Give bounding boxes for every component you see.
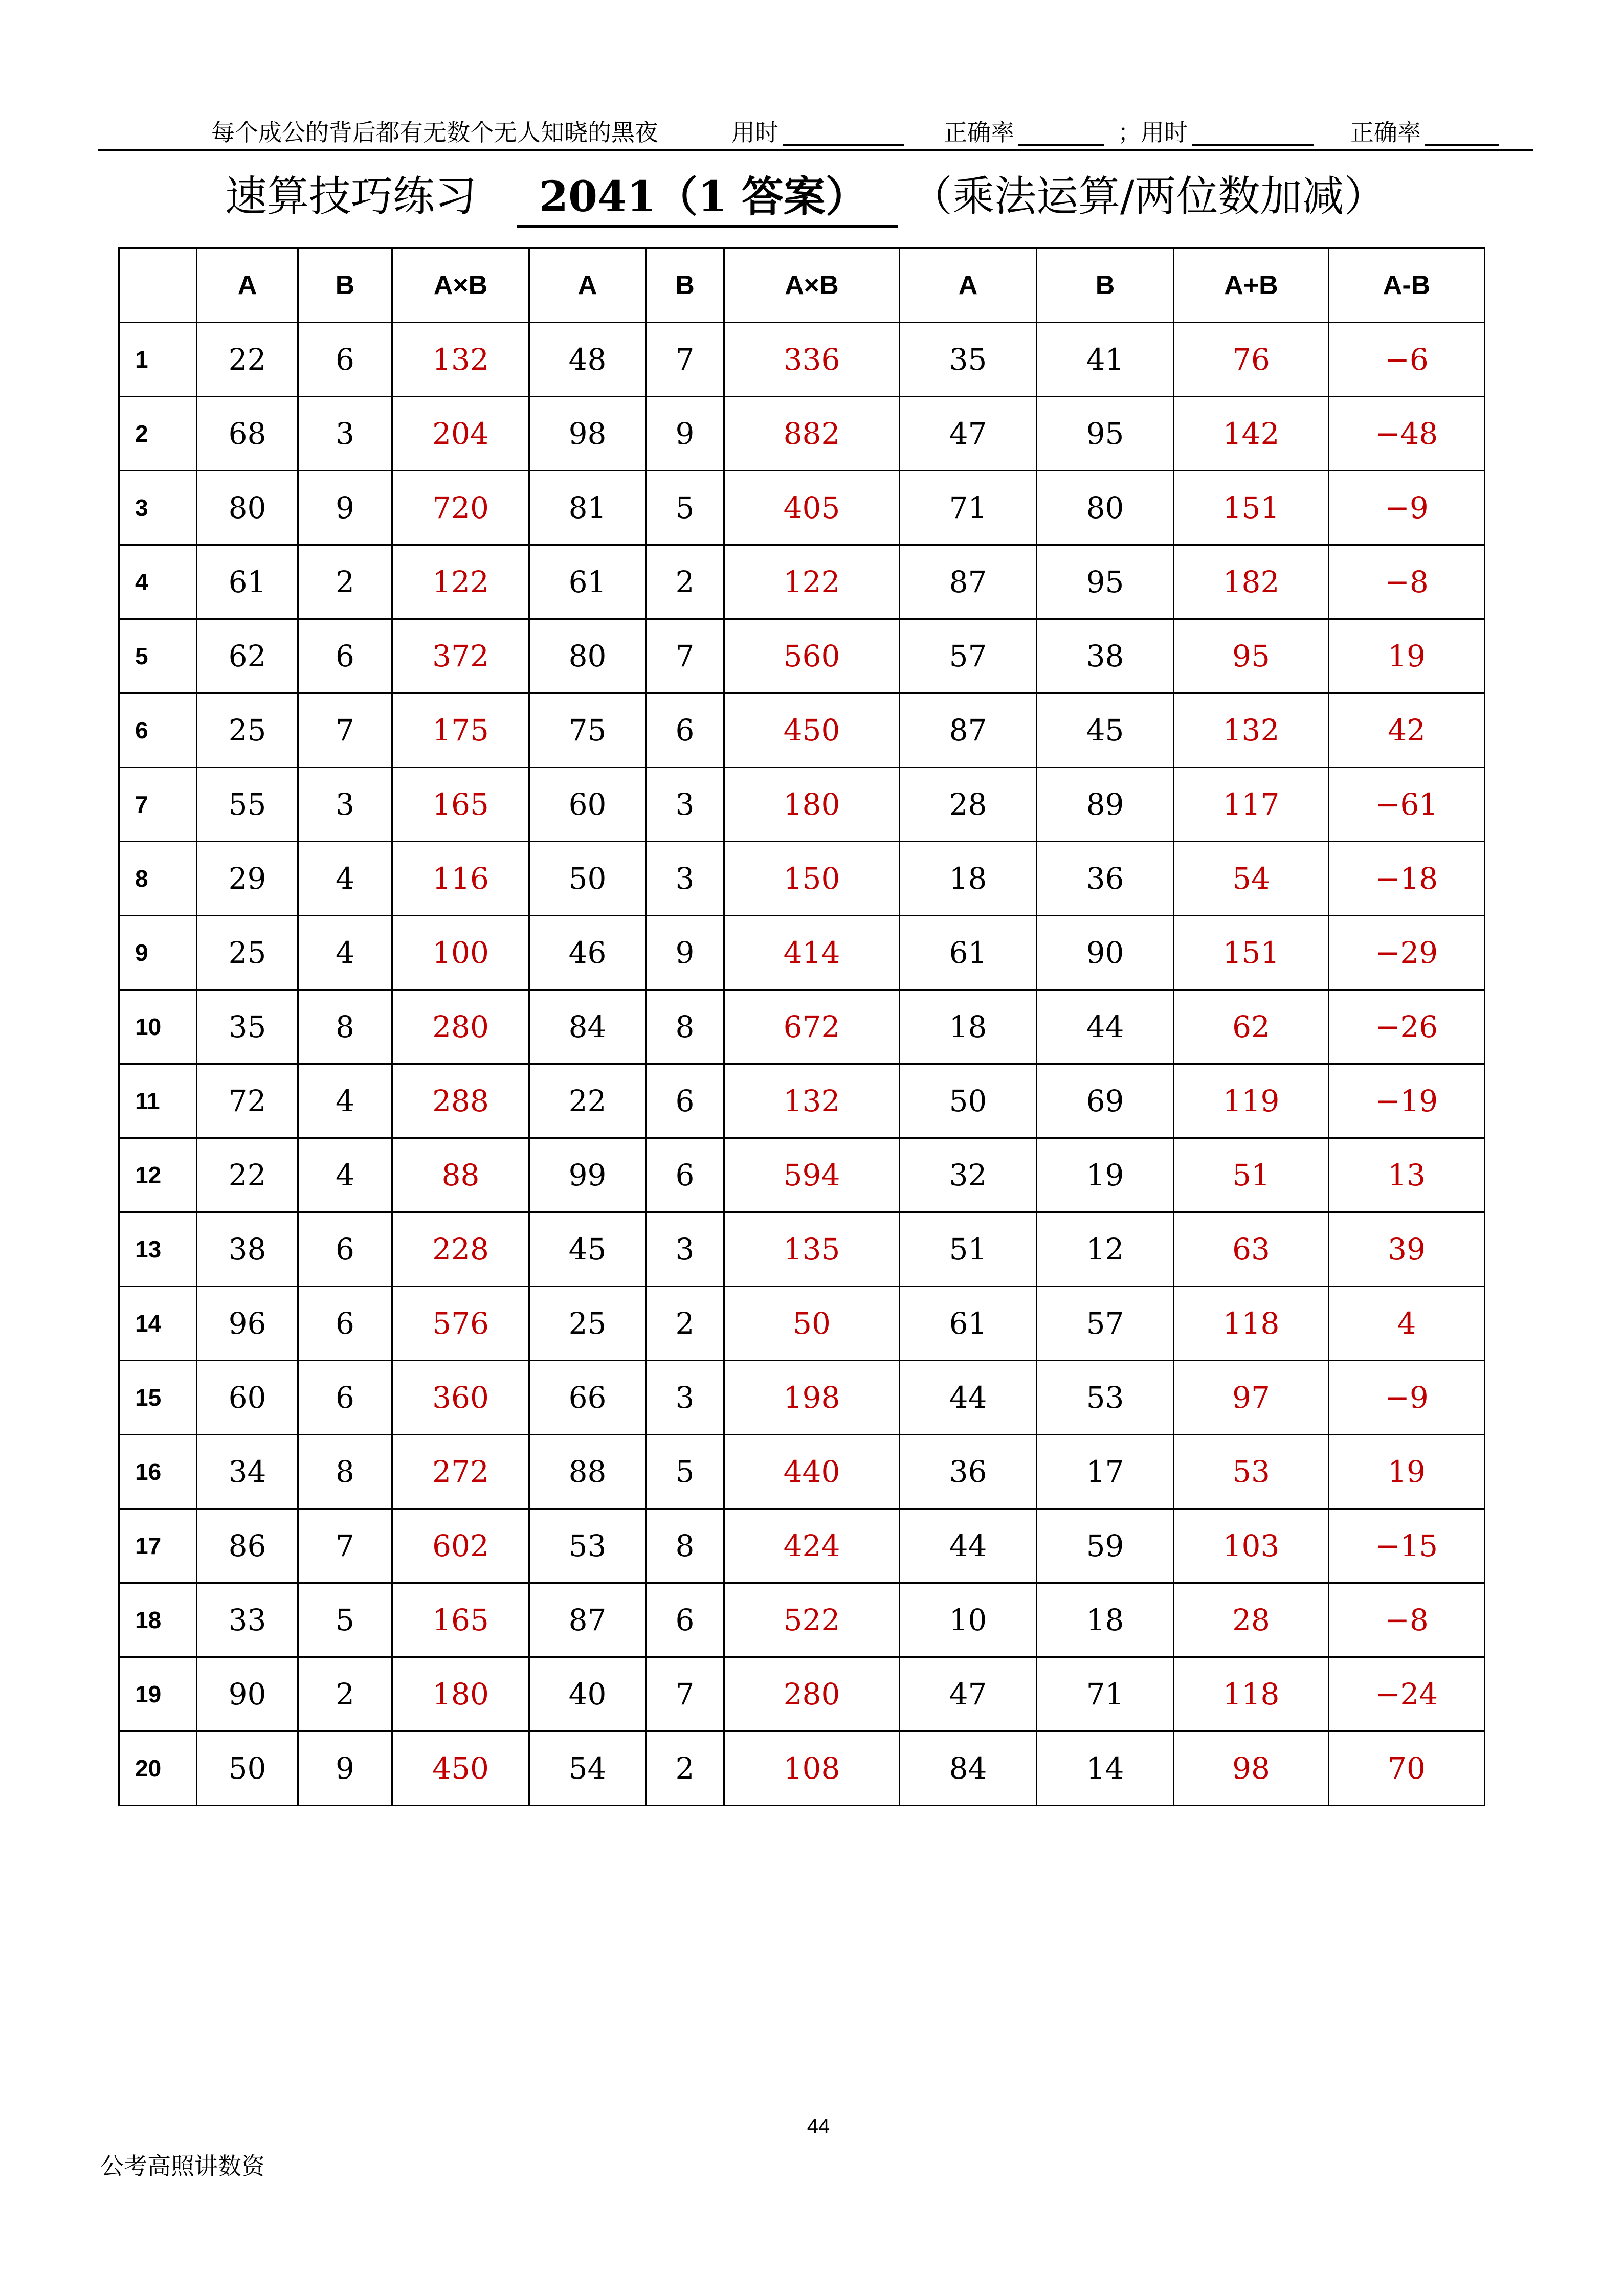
operand-cell: 88 xyxy=(529,1435,646,1509)
title-subtitle: （乘法运算/两位数加减） xyxy=(910,172,1386,221)
table-body xyxy=(119,323,1485,1806)
time-blank-1 xyxy=(783,144,904,146)
answer-cell: 180 xyxy=(724,768,900,842)
table-header-row xyxy=(119,249,1485,323)
operand-cell: 18 xyxy=(900,842,1037,916)
operand-cell: 19 xyxy=(1037,1138,1174,1212)
operand-cell: 2 xyxy=(646,1731,724,1806)
table-row xyxy=(119,323,1485,397)
column-header: A xyxy=(900,249,1037,323)
operand-cell: 66 xyxy=(529,1361,646,1435)
title-prefix: 速算技巧练习 xyxy=(225,172,477,221)
operand-cell: 6 xyxy=(646,1064,724,1138)
title-code: 2041（1 答案） xyxy=(517,169,898,228)
operand-cell: 3 xyxy=(298,397,392,471)
answer-cell: 50 xyxy=(724,1287,900,1361)
column-header: B xyxy=(1037,249,1174,323)
table-row xyxy=(119,1657,1485,1731)
answer-cell: −29 xyxy=(1329,916,1485,990)
operand-cell: 55 xyxy=(197,768,298,842)
operand-cell: 61 xyxy=(197,545,298,619)
operand-cell: 57 xyxy=(1037,1287,1174,1361)
table-row xyxy=(119,619,1485,693)
answer-cell: 280 xyxy=(724,1657,900,1731)
answer-cell: 135 xyxy=(724,1212,900,1287)
footer-text: 公考高照讲数资 xyxy=(100,2152,265,2180)
answer-cell: −18 xyxy=(1329,842,1485,916)
operand-cell: 60 xyxy=(529,768,646,842)
row-index: 6 xyxy=(119,693,197,768)
operand-cell: 61 xyxy=(900,1287,1037,1361)
table-row xyxy=(119,768,1485,842)
answer-cell: 440 xyxy=(724,1435,900,1509)
operand-cell: 28 xyxy=(900,768,1037,842)
operand-cell: 3 xyxy=(646,842,724,916)
separator: ； xyxy=(1118,119,1141,146)
answer-cell: 405 xyxy=(724,471,900,545)
operand-cell: 68 xyxy=(197,397,298,471)
answer-cell: 76 xyxy=(1174,323,1329,397)
answer-cell: 42 xyxy=(1329,693,1485,768)
operand-cell: 61 xyxy=(900,916,1037,990)
time-blank-2 xyxy=(1192,144,1314,146)
operand-cell: 80 xyxy=(197,471,298,545)
operand-cell: 50 xyxy=(197,1731,298,1806)
table-row xyxy=(119,1138,1485,1212)
time-label-2: 用时 xyxy=(1141,119,1188,146)
row-index: 12 xyxy=(119,1138,197,1212)
answer-cell: 198 xyxy=(724,1361,900,1435)
answer-cell: 372 xyxy=(392,619,529,693)
answer-cell: −24 xyxy=(1329,1657,1485,1731)
operand-cell: 3 xyxy=(646,1212,724,1287)
operand-cell: 5 xyxy=(298,1583,392,1657)
answer-cell: 132 xyxy=(1174,693,1329,768)
answer-cell: 272 xyxy=(392,1435,529,1509)
operand-cell: 51 xyxy=(900,1212,1037,1287)
answer-cell: 118 xyxy=(1174,1287,1329,1361)
answer-cell: −9 xyxy=(1329,471,1485,545)
operand-cell: 61 xyxy=(529,545,646,619)
answer-cell: 672 xyxy=(724,990,900,1064)
answer-cell: −26 xyxy=(1329,990,1485,1064)
answer-cell: 180 xyxy=(392,1657,529,1731)
answer-cell: −48 xyxy=(1329,397,1485,471)
answer-cell: −61 xyxy=(1329,768,1485,842)
operand-cell: 75 xyxy=(529,693,646,768)
answer-cell: 39 xyxy=(1329,1212,1485,1287)
answer-cell: −15 xyxy=(1329,1509,1485,1583)
operand-cell: 95 xyxy=(1037,397,1174,471)
answer-cell: −8 xyxy=(1329,545,1485,619)
answer-cell: 280 xyxy=(392,990,529,1064)
answer-cell: 142 xyxy=(1174,397,1329,471)
accuracy-label-1: 正确率 xyxy=(944,119,1014,146)
answer-cell: 151 xyxy=(1174,471,1329,545)
operand-cell: 32 xyxy=(900,1138,1037,1212)
row-index: 15 xyxy=(119,1361,197,1435)
operand-cell: 59 xyxy=(1037,1509,1174,1583)
operand-cell: 3 xyxy=(646,1361,724,1435)
row-index: 3 xyxy=(119,471,197,545)
answer-cell: 560 xyxy=(724,619,900,693)
answer-cell: 97 xyxy=(1174,1361,1329,1435)
table-row xyxy=(119,1583,1485,1657)
column-header xyxy=(119,249,197,323)
operand-cell: 2 xyxy=(298,545,392,619)
operand-cell: 7 xyxy=(298,693,392,768)
answer-cell: 108 xyxy=(724,1731,900,1806)
answer-cell: 117 xyxy=(1174,768,1329,842)
operand-cell: 72 xyxy=(197,1064,298,1138)
operand-cell: 6 xyxy=(298,619,392,693)
table-row xyxy=(119,842,1485,916)
operand-cell: 87 xyxy=(529,1583,646,1657)
column-header: A×B xyxy=(392,249,529,323)
operand-cell: 71 xyxy=(900,471,1037,545)
operand-cell: 7 xyxy=(298,1509,392,1583)
answer-cell: 414 xyxy=(724,916,900,990)
column-header: A-B xyxy=(1329,249,1485,323)
answer-cell: 424 xyxy=(724,1509,900,1583)
operand-cell: 9 xyxy=(298,471,392,545)
row-index: 19 xyxy=(119,1657,197,1731)
row-index: 1 xyxy=(119,323,197,397)
operand-cell: 4 xyxy=(298,1138,392,1212)
column-header: A+B xyxy=(1174,249,1329,323)
operand-cell: 44 xyxy=(900,1509,1037,1583)
operand-cell: 84 xyxy=(529,990,646,1064)
operand-cell: 3 xyxy=(646,768,724,842)
operand-cell: 8 xyxy=(298,1435,392,1509)
operand-cell: 34 xyxy=(197,1435,298,1509)
operand-cell: 2 xyxy=(646,1287,724,1361)
operand-cell: 80 xyxy=(1037,471,1174,545)
operand-cell: 53 xyxy=(529,1509,646,1583)
answer-cell: 98 xyxy=(1174,1731,1329,1806)
answer-cell: −9 xyxy=(1329,1361,1485,1435)
operand-cell: 80 xyxy=(529,619,646,693)
operand-cell: 4 xyxy=(298,842,392,916)
operand-cell: 47 xyxy=(900,1657,1037,1731)
operand-cell: 9 xyxy=(646,397,724,471)
time-label-1: 用时 xyxy=(731,119,778,146)
operand-cell: 8 xyxy=(646,1509,724,1583)
answer-cell: 4 xyxy=(1329,1287,1485,1361)
operand-cell: 3 xyxy=(298,768,392,842)
table-row xyxy=(119,916,1485,990)
operand-cell: 99 xyxy=(529,1138,646,1212)
table-row xyxy=(119,1212,1485,1287)
answer-cell: 594 xyxy=(724,1138,900,1212)
operand-cell: 44 xyxy=(900,1361,1037,1435)
answer-cell: 19 xyxy=(1329,619,1485,693)
answer-cell: 119 xyxy=(1174,1064,1329,1138)
column-header: B xyxy=(298,249,392,323)
operand-cell: 38 xyxy=(1037,619,1174,693)
operand-cell: 2 xyxy=(646,545,724,619)
operand-cell: 90 xyxy=(1037,916,1174,990)
row-index: 17 xyxy=(119,1509,197,1583)
operand-cell: 95 xyxy=(1037,545,1174,619)
answer-cell: 228 xyxy=(392,1212,529,1287)
row-index: 5 xyxy=(119,619,197,693)
operand-cell: 84 xyxy=(900,1731,1037,1806)
operand-cell: 54 xyxy=(529,1731,646,1806)
answer-cell: 62 xyxy=(1174,990,1329,1064)
operand-cell: 41 xyxy=(1037,323,1174,397)
header-row xyxy=(119,249,1485,323)
answer-cell: 576 xyxy=(392,1287,529,1361)
answer-cell: 882 xyxy=(724,397,900,471)
operand-cell: 8 xyxy=(298,990,392,1064)
answer-cell: 175 xyxy=(392,693,529,768)
row-index: 14 xyxy=(119,1287,197,1361)
row-index: 13 xyxy=(119,1212,197,1287)
operand-cell: 22 xyxy=(197,1138,298,1212)
operand-cell: 22 xyxy=(197,323,298,397)
operand-cell: 7 xyxy=(646,323,724,397)
operand-cell: 44 xyxy=(1037,990,1174,1064)
operand-cell: 9 xyxy=(646,916,724,990)
operand-cell: 98 xyxy=(529,397,646,471)
operand-cell: 45 xyxy=(529,1212,646,1287)
operand-cell: 6 xyxy=(298,1361,392,1435)
row-index: 18 xyxy=(119,1583,197,1657)
answer-cell: 165 xyxy=(392,1583,529,1657)
operand-cell: 46 xyxy=(529,916,646,990)
operand-cell: 18 xyxy=(1037,1583,1174,1657)
operand-cell: 29 xyxy=(197,842,298,916)
operand-cell: 22 xyxy=(529,1064,646,1138)
operand-cell: 35 xyxy=(197,990,298,1064)
operand-cell: 36 xyxy=(1037,842,1174,916)
operand-cell: 36 xyxy=(900,1435,1037,1509)
column-header: A×B xyxy=(724,249,900,323)
answer-cell: 132 xyxy=(724,1064,900,1138)
answer-cell: 204 xyxy=(392,397,529,471)
row-index: 20 xyxy=(119,1731,197,1806)
answer-cell: 118 xyxy=(1174,1657,1329,1731)
operand-cell: 96 xyxy=(197,1287,298,1361)
answer-cell: 720 xyxy=(392,471,529,545)
header-line xyxy=(97,114,1529,151)
table-row xyxy=(119,1361,1485,1435)
operand-cell: 5 xyxy=(646,471,724,545)
operand-cell: 53 xyxy=(1037,1361,1174,1435)
operand-cell: 14 xyxy=(1037,1731,1174,1806)
table-row xyxy=(119,693,1485,768)
operand-cell: 40 xyxy=(529,1657,646,1731)
answer-cell: 132 xyxy=(392,323,529,397)
accuracy-label-2: 正确率 xyxy=(1350,119,1421,146)
motto: 每个成公的背后都有无数个无人知晓的黑夜 xyxy=(211,119,658,146)
operand-cell: 4 xyxy=(298,1064,392,1138)
operand-cell: 12 xyxy=(1037,1212,1174,1287)
operand-cell: 6 xyxy=(298,323,392,397)
operand-cell: 6 xyxy=(646,1583,724,1657)
answer-cell: 360 xyxy=(392,1361,529,1435)
column-header: B xyxy=(646,249,724,323)
answer-cell: −19 xyxy=(1329,1064,1485,1138)
row-index: 9 xyxy=(119,916,197,990)
answer-cell: 122 xyxy=(724,545,900,619)
operand-cell: 6 xyxy=(298,1212,392,1287)
table-row xyxy=(119,1064,1485,1138)
answer-cell: −6 xyxy=(1329,323,1485,397)
operand-cell: 17 xyxy=(1037,1435,1174,1509)
answer-cell: 103 xyxy=(1174,1509,1329,1583)
table-row xyxy=(119,1287,1485,1361)
operand-cell: 47 xyxy=(900,397,1037,471)
operand-cell: 87 xyxy=(900,693,1037,768)
header-rule xyxy=(98,149,1533,151)
row-index: 11 xyxy=(119,1064,197,1138)
table-row xyxy=(119,990,1485,1064)
table-row xyxy=(119,397,1485,471)
page-number: 44 xyxy=(807,2115,830,2137)
operand-cell: 71 xyxy=(1037,1657,1174,1731)
operand-cell: 69 xyxy=(1037,1064,1174,1138)
table-row xyxy=(119,1731,1485,1806)
operand-cell: 9 xyxy=(298,1731,392,1806)
answer-cell: 450 xyxy=(724,693,900,768)
column-header: A xyxy=(197,249,298,323)
operand-cell: 62 xyxy=(197,619,298,693)
operand-cell: 48 xyxy=(529,323,646,397)
answer-cell: 116 xyxy=(392,842,529,916)
answer-cell: 288 xyxy=(392,1064,529,1138)
table-row xyxy=(119,545,1485,619)
answer-cell: 54 xyxy=(1174,842,1329,916)
operand-cell: 35 xyxy=(900,323,1037,397)
operand-cell: 60 xyxy=(197,1361,298,1435)
operand-cell: 6 xyxy=(646,1138,724,1212)
answer-cell: 53 xyxy=(1174,1435,1329,1509)
table-row xyxy=(119,1435,1485,1509)
operand-cell: 25 xyxy=(529,1287,646,1361)
operand-cell: 4 xyxy=(298,916,392,990)
operand-cell: 10 xyxy=(900,1583,1037,1657)
operand-cell: 6 xyxy=(646,693,724,768)
answer-cell: 95 xyxy=(1174,619,1329,693)
operand-cell: 7 xyxy=(646,619,724,693)
operand-cell: 57 xyxy=(900,619,1037,693)
row-index: 7 xyxy=(119,768,197,842)
operand-cell: 6 xyxy=(298,1287,392,1361)
answer-cell: 182 xyxy=(1174,545,1329,619)
operand-cell: 81 xyxy=(529,471,646,545)
answer-cell: 28 xyxy=(1174,1583,1329,1657)
answer-cell: 100 xyxy=(392,916,529,990)
row-index: 16 xyxy=(119,1435,197,1509)
operand-cell: 50 xyxy=(900,1064,1037,1138)
row-index: 4 xyxy=(119,545,197,619)
table-row xyxy=(119,471,1485,545)
answer-cell: 88 xyxy=(392,1138,529,1212)
operand-cell: 90 xyxy=(197,1657,298,1731)
operand-cell: 25 xyxy=(197,916,298,990)
answer-cell: 336 xyxy=(724,323,900,397)
row-index: 8 xyxy=(119,842,197,916)
operand-cell: 89 xyxy=(1037,768,1174,842)
answer-cell: −8 xyxy=(1329,1583,1485,1657)
answer-cell: 151 xyxy=(1174,916,1329,990)
operand-cell: 5 xyxy=(646,1435,724,1509)
answer-cell: 150 xyxy=(724,842,900,916)
answer-cell: 602 xyxy=(392,1509,529,1583)
operand-cell: 18 xyxy=(900,990,1037,1064)
answer-cell: 19 xyxy=(1329,1435,1485,1509)
column-header: A xyxy=(529,249,646,323)
operand-cell: 25 xyxy=(197,693,298,768)
operand-cell: 7 xyxy=(646,1657,724,1731)
operand-cell: 33 xyxy=(197,1583,298,1657)
accuracy-blank-2 xyxy=(1425,144,1499,146)
row-index: 10 xyxy=(119,990,197,1064)
operand-cell: 50 xyxy=(529,842,646,916)
answer-cell: 165 xyxy=(392,768,529,842)
operand-cell: 45 xyxy=(1037,693,1174,768)
answer-cell: 63 xyxy=(1174,1212,1329,1287)
answer-cell: 522 xyxy=(724,1583,900,1657)
operand-cell: 86 xyxy=(197,1509,298,1583)
operand-cell: 87 xyxy=(900,545,1037,619)
operand-cell: 2 xyxy=(298,1657,392,1731)
operand-cell: 38 xyxy=(197,1212,298,1287)
table-row xyxy=(119,1509,1485,1583)
accuracy-blank-1 xyxy=(1018,144,1104,146)
row-index: 2 xyxy=(119,397,197,471)
answer-cell: 13 xyxy=(1329,1138,1485,1212)
answer-cell: 122 xyxy=(392,545,529,619)
operand-cell: 8 xyxy=(646,990,724,1064)
answer-cell: 70 xyxy=(1329,1731,1485,1806)
answer-cell: 51 xyxy=(1174,1138,1329,1212)
answer-cell: 450 xyxy=(392,1731,529,1806)
answer-table xyxy=(118,247,1485,1806)
